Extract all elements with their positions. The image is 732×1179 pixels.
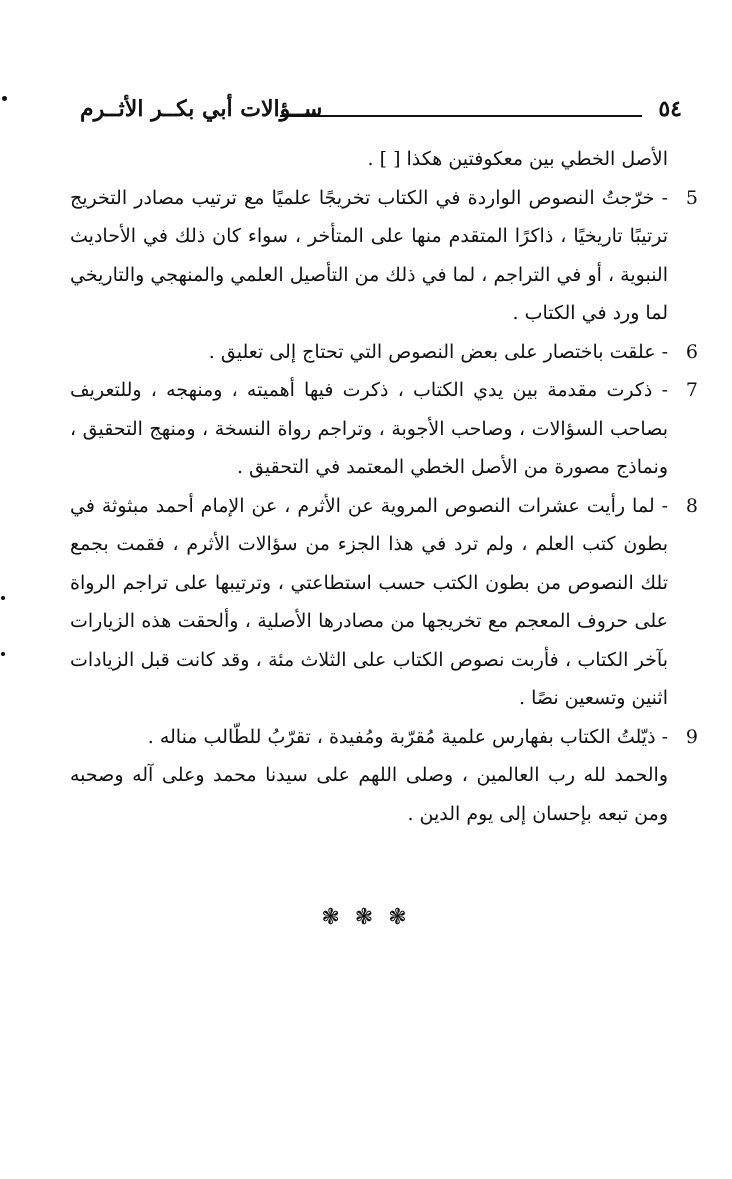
item-number: 7 [685, 379, 698, 401]
item-number: 6 [685, 340, 698, 363]
item-number: 9 [685, 725, 698, 748]
scan-speck [1, 596, 5, 600]
scan-speck [2, 96, 7, 101]
section-separator: ❃ ❃ ❃ [321, 905, 411, 930]
page-header [72, 96, 682, 130]
list-item [70, 333, 698, 372]
intro-line: الأصل الخطي بين معكوفتين هكذا [ ] . [367, 148, 668, 170]
scan-speck [1, 652, 5, 656]
item-number: 8 [685, 494, 698, 517]
header-rule [280, 115, 642, 117]
page-body [70, 140, 698, 833]
list-item [70, 718, 698, 757]
item-text: - ذيّلتُ الكتاب بفهارس علمية مُقرّبة ومُفيدة ، تقرّبُ للطّالب مناله . [147, 725, 668, 748]
list-item [70, 371, 698, 487]
item-text: - ذكرت مقدمة بين يدي الكتاب ، ذكرت فيها أهميته ، ومنهجه ، وللتعريف بصاحب السؤالات ، وصاحب الأجوبة ، وتراجم رواة النسخة ، ومنهج التحقيق ، ونماذج مصورة من الأصل الخطي المعتمد في التحقيق . [70, 379, 668, 478]
running-title: ســؤالات أبي بكــر الأثــرم [80, 96, 323, 122]
list-item [70, 487, 698, 718]
item-number: 5 [685, 186, 698, 209]
closing-paragraph: والحمد لله رب العالمين ، وصلى اللهم على سيدنا محمد وعلى آله وصحبه ومن تبعه بإحسان إلى يوم الدين . [70, 764, 668, 825]
item-text: - خرّجتُ النصوص الواردة في الكتاب تخريجًا علميًا مع ترتيب مصادر التخريج ترتيبًا تاريخيًا ، ذاكرًا المتقدم منها على المتأخر ، سواء كان ذلك في الأحاديث النبوية ، أو في التراجم ، لما في ذلك من التأصيل العلمي والمنهجي والتاريخي لما ورد في الكتاب . [70, 186, 668, 324]
item-text: - علقت باختصار على بعض النصوص التي تحتاج إلى تعليق . [208, 340, 668, 363]
page-number: ٥٤ [658, 96, 682, 122]
item-text: - لما رأيت عشرات النصوص المروية عن الأثرم ، عن الإمام أحمد مبثوثة في بطون كتب العلم ، ولم ترد في هذا الجزء من سؤالات الأثرم ، فقمت بجمع تلك النصوص من بطون الكتب حسب استطاعتي ، وترتيبها على تراجم الرواة على حروف المعجم مع تخريجها من مصادرها الأصلية ، وألحقت هذه الزيارات بآخر الكتاب ، فأربت نصوص الكتاب على الثلاث مئة ، وقد كانت قبل الزيادات اثنين وتسعين نصًا . [70, 494, 668, 709]
list-item [70, 179, 698, 333]
